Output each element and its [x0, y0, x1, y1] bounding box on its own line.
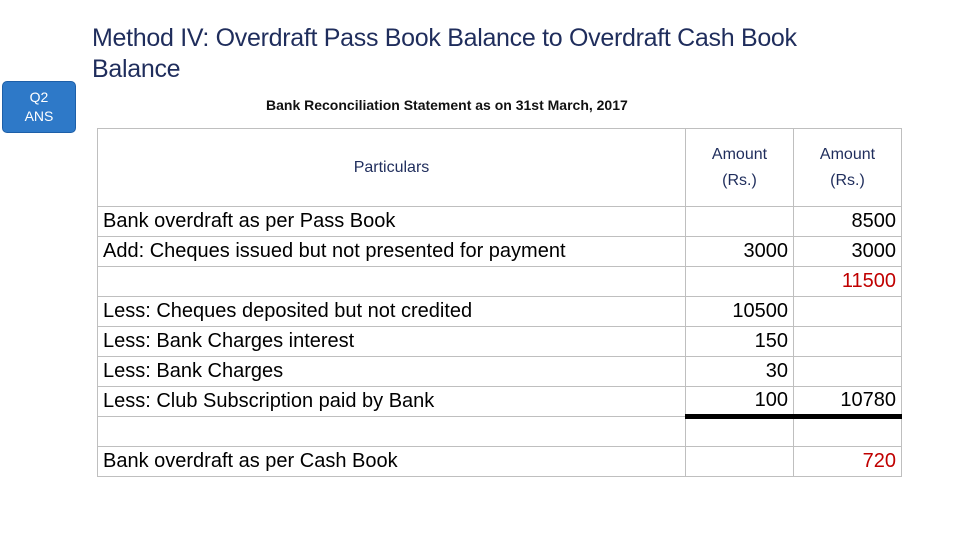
question-badge: [2, 81, 76, 133]
row-amount-1: 100: [686, 387, 794, 417]
row-amount-1: [686, 417, 794, 447]
header-amount-2-label: Amount: [819, 145, 876, 163]
table-row: [98, 357, 902, 387]
row-amount-2: 3000: [794, 237, 902, 267]
table-row: [98, 417, 902, 447]
header-amount-1: [686, 129, 794, 207]
row-particular: [98, 417, 686, 447]
reconciliation-table: [97, 128, 902, 477]
table-row: [98, 297, 902, 327]
row-amount-2: 10780: [794, 387, 902, 417]
table-row: [98, 237, 902, 267]
badge-label-q: Q2: [29, 89, 49, 105]
row-amount-2: [794, 327, 902, 357]
final-balance-amount: 720: [794, 447, 902, 477]
row-amount-1: [686, 207, 794, 237]
table-row: [98, 387, 902, 417]
row-amount-1: [686, 447, 794, 477]
header-amount-2: [794, 129, 902, 207]
row-amount-2: [794, 297, 902, 327]
row-particular: Less: Cheques deposited but not credited: [98, 297, 686, 327]
row-particular: Less: Club Subscription paid by Bank: [98, 387, 686, 417]
statement-subtitle: Bank Reconciliation Statement as on 31st March, 2017: [266, 97, 628, 113]
header-amount-1-unit: (Rs.): [722, 171, 757, 189]
table-header-row: [98, 129, 902, 207]
subtotal-amount: 11500: [794, 267, 902, 297]
row-amount-1: 10500: [686, 297, 794, 327]
table-row: [98, 267, 902, 297]
page-title: Method IV: Overdraft Pass Book Balance to Overdraft Cash Book Balance: [92, 24, 797, 83]
row-amount-2: [794, 357, 902, 387]
row-amount-2: 8500: [794, 207, 902, 237]
row-particular: Bank overdraft as per Pass Book: [98, 207, 686, 237]
row-particular: Less: Bank Charges interest: [98, 327, 686, 357]
header-particulars: Particulars: [98, 129, 686, 207]
row-amount-1: 3000: [686, 237, 794, 267]
table-row: [98, 207, 902, 237]
table-row: [98, 327, 902, 357]
row-particular: Add: Cheques issued but not presented for payment: [98, 237, 686, 267]
row-particular: Less: Bank Charges: [98, 357, 686, 387]
table-row: [98, 447, 902, 477]
row-amount-1: 30: [686, 357, 794, 387]
row-amount-2: [794, 417, 902, 447]
row-particular: [98, 267, 686, 297]
badge-label-ans: ANS: [24, 108, 54, 124]
row-amount-1: 150: [686, 327, 794, 357]
row-particular: Bank overdraft as per Cash Book: [98, 447, 686, 477]
header-amount-2-unit: (Rs.): [830, 171, 865, 189]
row-amount-1: [686, 267, 794, 297]
header-amount-1-label: Amount: [711, 145, 768, 163]
